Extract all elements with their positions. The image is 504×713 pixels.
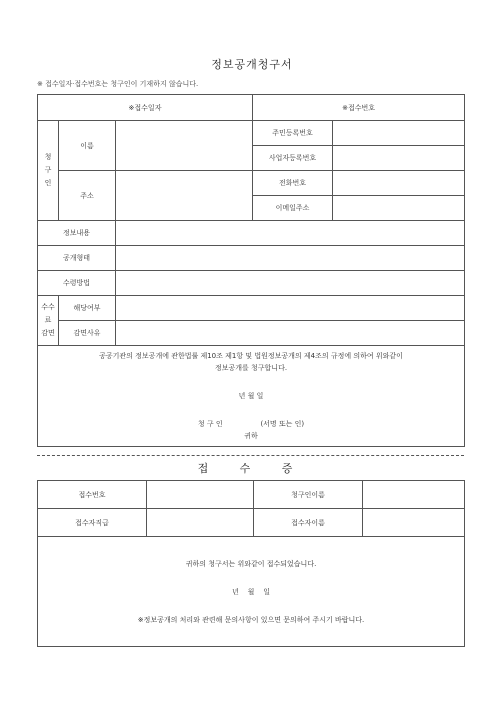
receiver-position-label: 접수자직급 bbox=[38, 509, 147, 537]
disclosure-type-field[interactable] bbox=[116, 246, 465, 271]
business-number-field[interactable] bbox=[333, 146, 465, 171]
request-date-line: 년 월 일 bbox=[238, 392, 264, 400]
applicant-char-1: 청 bbox=[44, 153, 52, 161]
request-form-table bbox=[37, 94, 465, 447]
receipt-date-label: ※접수일자 bbox=[38, 95, 253, 121]
reduction-reason-field[interactable] bbox=[116, 321, 465, 346]
receipt-message: 귀하의 청구서는 위와같이 접수되었습니다. bbox=[185, 559, 317, 568]
business-number-label: 사업자등록번호 bbox=[253, 146, 333, 171]
address-field[interactable] bbox=[116, 171, 253, 221]
eligibility-label: 해당여부 bbox=[59, 296, 116, 321]
receipt-message-block bbox=[38, 537, 465, 647]
applicant-signature-line[interactable]: 청 구 인 (서명 또는 인) bbox=[197, 420, 305, 428]
eligibility-field[interactable] bbox=[116, 296, 465, 321]
name-label: 이름 bbox=[59, 121, 116, 171]
form-title: 정보공개청구서 bbox=[211, 58, 293, 71]
phone-label: 전화번호 bbox=[253, 171, 333, 196]
receipt-number-label: 접수번호 bbox=[38, 481, 147, 509]
receiver-name-field[interactable] bbox=[363, 509, 465, 537]
receipt-number-field[interactable] bbox=[147, 481, 254, 509]
receipt-method-label: 수령방법 bbox=[38, 271, 116, 296]
applicant-char-2: 구 bbox=[44, 166, 52, 174]
addressee: 귀하 bbox=[244, 432, 258, 440]
info-content-label: 정보내용 bbox=[38, 221, 116, 246]
resident-number-label: 주민등록번호 bbox=[253, 121, 333, 146]
disclosure-type-label: 공개형태 bbox=[38, 246, 116, 271]
cut-line bbox=[37, 455, 464, 456]
applicant-label bbox=[38, 121, 59, 221]
info-content-field[interactable] bbox=[116, 221, 465, 246]
statement-block bbox=[38, 346, 465, 447]
receipt-number-label: ※접수번호 bbox=[253, 95, 465, 121]
form-note: ※ 접수일자·접수번호는 청구인이 기재하지 않습니다. bbox=[37, 80, 199, 88]
receipt-date-line: 년 월 일 bbox=[231, 587, 271, 596]
receipt-method-field[interactable] bbox=[116, 271, 465, 296]
receiver-position-field[interactable] bbox=[147, 509, 254, 537]
receipt-title: 접 수 증 bbox=[197, 462, 307, 475]
receipt-footer-note: ※정보공개의 처리와 관련해 문의사항이 있으면 문의하여 주시기 바랍니다. bbox=[137, 615, 365, 624]
statement-line-2: 정보공개를 청구합니다. bbox=[214, 364, 288, 372]
email-label: 이메일주소 bbox=[253, 196, 333, 221]
fee-label-line-2: 감면 bbox=[41, 329, 55, 337]
resident-number-field[interactable] bbox=[333, 121, 465, 146]
applicant-char-3: 인 bbox=[44, 179, 52, 187]
fee-reduction-label bbox=[38, 296, 59, 346]
statement-line-1: 공공기관의 정보공개에 관한법률 제10조 제1항 및 법원정보공개의 제4조의 규정에 의하여 위와같이 bbox=[99, 352, 403, 360]
reduction-reason-label: 감면사유 bbox=[59, 321, 116, 346]
address-label: 주소 bbox=[59, 171, 116, 221]
receiver-name-label: 접수자이름 bbox=[254, 509, 363, 537]
applicant-name-label: 청구인이름 bbox=[254, 481, 363, 509]
email-field[interactable] bbox=[333, 196, 465, 221]
applicant-name-field[interactable] bbox=[363, 481, 465, 509]
receipt-table bbox=[37, 480, 465, 647]
phone-field[interactable] bbox=[333, 171, 465, 196]
name-field[interactable] bbox=[116, 121, 253, 171]
fee-label-line-1: 수수료 bbox=[41, 303, 55, 324]
